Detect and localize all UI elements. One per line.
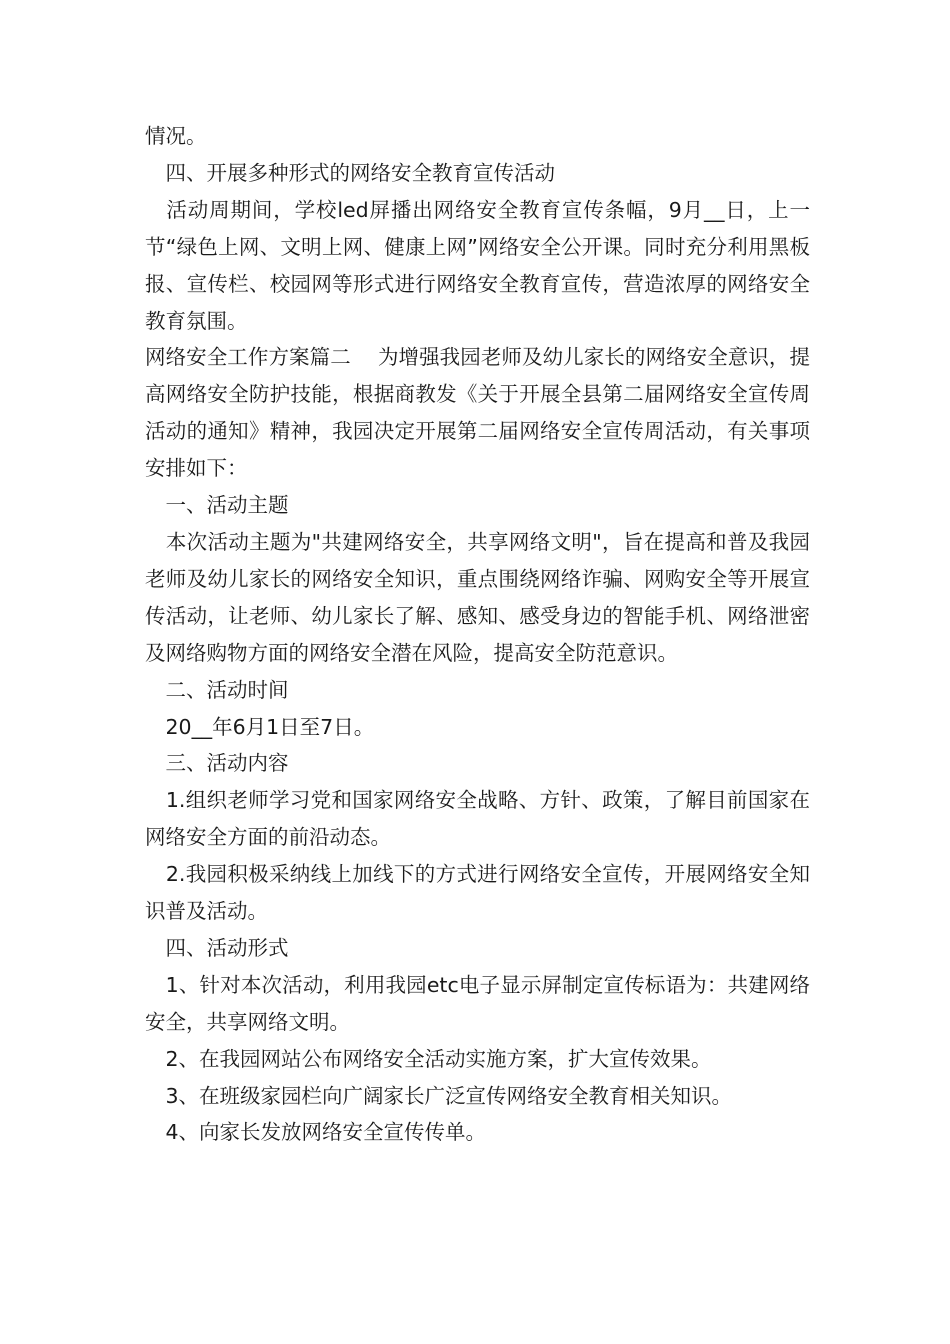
paragraph-11: 2.我园积极采纳线上加线下的方式进行网络安全宣传，开展网络安全知识普及活动。 <box>145 862 810 924</box>
paragraph-13: 1、针对本次活动，利用我园etc电子显示屏制定宣传标语为：共建网络安全，共享网络文明。 <box>145 972 810 1034</box>
paragraph-10: 1.组织老师学习党和国家网络安全战略、方针、政策，了解目前国家在网络安全方面的前沿动态。 <box>145 788 810 850</box>
document-body <box>145 118 810 1151</box>
paragraph-9: 三、活动内容 <box>145 751 289 776</box>
paragraph-8: 20__年6月1日至7日。 <box>145 714 375 739</box>
paragraph-16: 4、向家长发放网络安全宣传传单。 <box>145 1120 487 1145</box>
paragraph-5: 一、活动主题 <box>145 493 289 518</box>
paragraph-14: 2、在我园网站公布网络安全活动实施方案，扩大宣传效果。 <box>145 1046 712 1071</box>
paragraph-4: 网络安全工作方案篇二 为增强我园老师及幼儿家长的网络安全意识，提高网络安全防护技能，根据商教发《关于开展全县第二届网络安全宣传周活动的通知》精神，我园决定开展第二届网络安全宣传周活动，有关事项安排如下： <box>145 345 810 481</box>
paragraph-3: 活动周期间，学校led屏播出网络安全教育宣传条幅，9月__日，上一节“绿色上网、文明上网、健康上网”网络安全公开课。同时充分利用黑板报、宣传栏、校园网等形式进行网络安全教育宣传，营造浓厚的网络安全教育氛围。 <box>145 197 810 333</box>
paragraph-15: 3、在班级家园栏向广阔家长广泛宣传网络安全教育相关知识。 <box>145 1083 733 1108</box>
paragraph-2: 四、开展多种形式的网络安全教育宣传活动 <box>145 160 555 185</box>
paragraph-12: 四、活动形式 <box>145 935 289 960</box>
paragraph-1: 情况。 <box>145 124 207 148</box>
paragraph-6: 本次活动主题为"共建网络安全，共享网络文明"，旨在提高和普及我园老师及幼儿家长的网络安全知识，重点围绕网络诈骗、网购安全等开展宣传活动，让老师、幼儿家长了解、感知、感受身边的智能手机、网络泄密及网络购物方面的网络安全潜在风险，提高安全防范意识。 <box>145 529 810 665</box>
paragraph-7: 二、活动时间 <box>145 677 289 702</box>
